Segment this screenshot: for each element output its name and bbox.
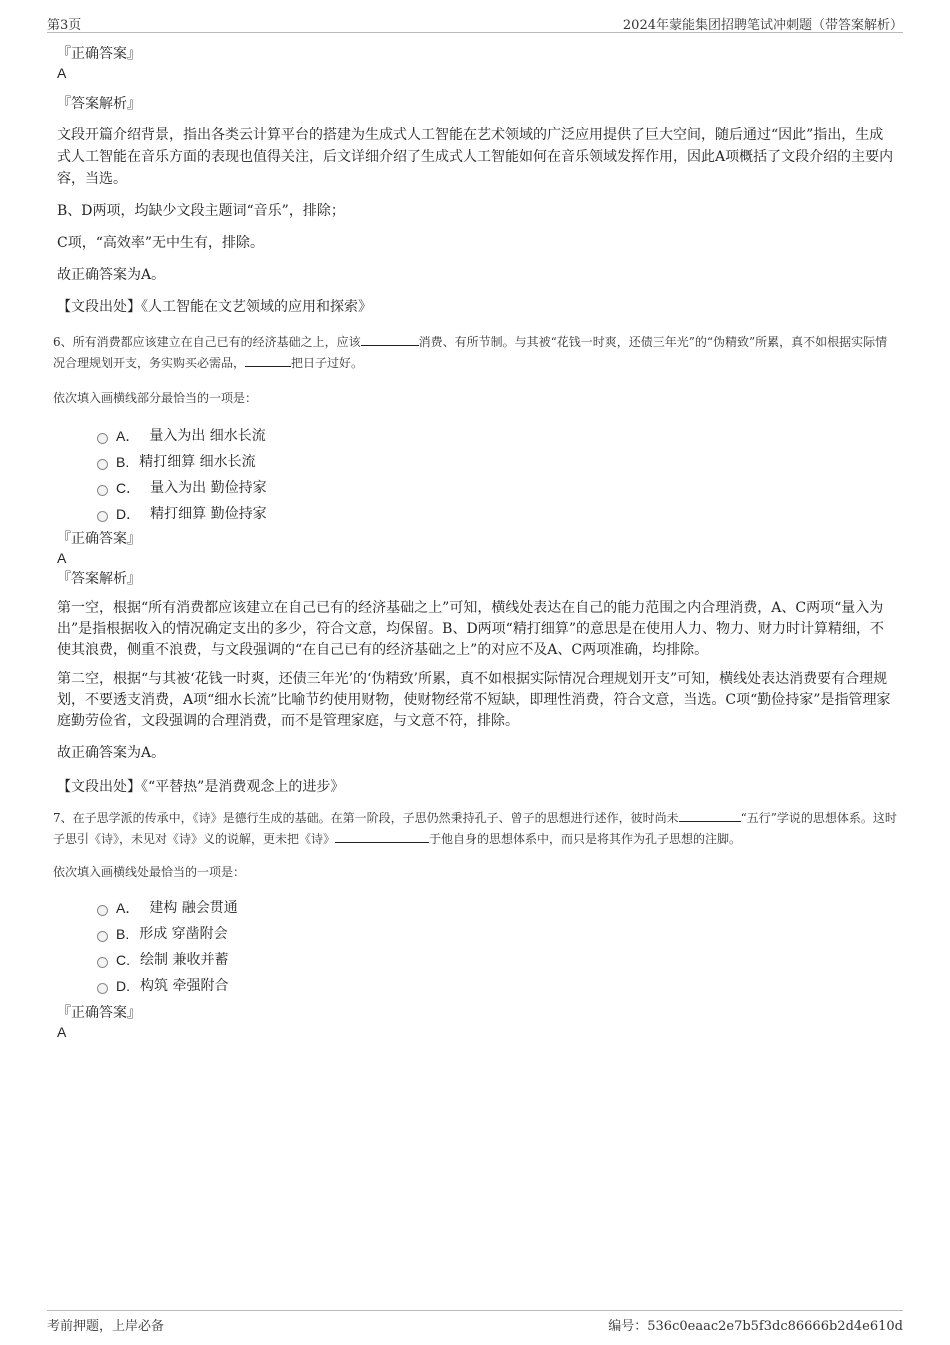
radio-icon[interactable] — [97, 485, 108, 496]
analysis-label: 『答案解析』 — [57, 571, 141, 587]
source-citation: 【文段出处】《“平替热”是消费观念上的进步》 — [57, 779, 345, 795]
radio-icon[interactable] — [97, 905, 108, 916]
option-item[interactable] — [97, 895, 897, 921]
option-item[interactable] — [97, 921, 897, 947]
option-text: 绘制 兼收并蓄 — [140, 952, 229, 968]
radio-icon[interactable] — [97, 931, 108, 942]
question-stem — [53, 808, 897, 850]
option-letter: A． — [116, 900, 140, 916]
option-letter: B. — [116, 454, 130, 470]
analysis-label: 『答案解析』 — [57, 96, 141, 112]
options-list — [57, 895, 897, 999]
footer-slogan: 考前押题，上岸必备 — [47, 1319, 165, 1334]
answer-value: A — [57, 1024, 67, 1040]
question-prompt: 依次填入画横线处最恰当的一项是： — [53, 865, 246, 879]
question-stem — [53, 332, 897, 374]
source-citation: 【文段出处】《人工智能在文艺领域的应用和探索》 — [57, 299, 372, 315]
option-text: 精打细算 勤俭持家 — [150, 506, 267, 522]
question-stem-part: 把日子过好。 — [291, 356, 364, 370]
page-number: 第3页 — [47, 18, 82, 33]
fill-blank — [679, 808, 741, 822]
option-item[interactable] — [97, 973, 897, 999]
page-header — [47, 14, 903, 33]
option-text: 构筑 牵强附合 — [140, 978, 229, 994]
option-letter: D． — [116, 506, 141, 522]
question-stem-part: 消费、有所节制。与其被“花钱一时爽，还债三年光”的“伪精致”所累，真不如根据实际情况合理规划开支，务实购买必需品， — [53, 335, 888, 370]
answer-label: 『正确答案』 — [57, 1005, 141, 1021]
option-letter: B. — [116, 926, 130, 942]
option-letter: A． — [116, 428, 140, 444]
question-stem-part: 于他自身的思想体系中，而只是将其作为孔子思想的注脚。 — [429, 832, 742, 846]
analysis-paragraph: B、D两项，均缺少文段主题词“音乐”，排除； — [57, 203, 345, 219]
option-text: 形成 穿凿附会 — [139, 926, 228, 942]
question-prompt: 依次填入画横线部分最恰当的一项是： — [53, 391, 258, 405]
option-item[interactable] — [97, 947, 897, 973]
analysis-paragraph: 故正确答案为A。 — [57, 267, 166, 283]
radio-icon[interactable] — [97, 511, 108, 522]
document-body — [53, 44, 897, 1041]
option-item[interactable] — [97, 423, 897, 449]
option-text: 量入为出 勤俭持家 — [150, 480, 267, 496]
analysis-paragraph: 第二空，根据“与其被‘花钱一时爽，还债三年光’的‘伪精致’所累，真不如根据实际情况合理规划开支”可知，横线处表达消费要有合理规划，不要透支消费，A项“细水长流”比喻节约使用财物，使财物经常不短缺，即理性消费，符合文意，当选。C项“勤俭持家”是指管理家庭勤劳俭省，文段强调的合理消费，而不是管理家庭，与文意不符，排除。 — [57, 671, 891, 729]
page-footer — [47, 1310, 903, 1335]
question-stem-part: 7、在子思学派的传承中，《诗》是德行生成的基础。在第一阶段，子思仍然秉持孔子、曾子的思想进行述作，彼时尚未 — [53, 811, 679, 825]
analysis-paragraph: 故正确答案为A。 — [57, 745, 166, 761]
analysis-paragraph: 文段开篇介绍背景，指出各类云计算平台的搭建为生成式人工智能在艺术领域的广泛应用提供了巨大空间，随后通过“因此”指出，生成式人工智能在音乐方面的表现也值得关注，后文详细介绍了生成式人工智能如何在音乐领域发挥作用，因此A项概括了文段介绍的主要内容，当选。 — [57, 127, 894, 187]
radio-icon[interactable] — [97, 983, 108, 994]
radio-icon[interactable] — [97, 459, 108, 470]
document-id: 编号：536c0eaac2e7b5f3dc86666b2d4e610d — [608, 1319, 903, 1334]
option-letter: C． — [116, 480, 141, 496]
option-text: 精打细算 细水长流 — [139, 454, 256, 470]
fill-blank — [361, 332, 419, 346]
question-stem-part: “五行”学说的思想体系。这时子思引《诗》，未见对《诗》义的说解，更未把《诗》 — [53, 811, 897, 846]
question-stem-part: 6、所有消费都应该建立在自己已有的经济基础之上，应该 — [53, 335, 361, 349]
answer-label: 『正确答案』 — [57, 531, 141, 547]
option-letter: D. — [116, 978, 130, 994]
document-title: 2024年蒙能集团招聘笔试冲刺题（带答案解析） — [622, 18, 903, 33]
option-item[interactable] — [97, 475, 897, 501]
radio-icon[interactable] — [97, 433, 108, 444]
answer-value: A — [57, 65, 67, 81]
option-text: 建构 融会贯通 — [149, 900, 238, 916]
analysis-paragraph: 第一空，根据“所有消费都应该建立在自己已有的经济基础之上”可知，横线处表达在自己的能力范围之内合理消费，A、C两项“量入为出”是指根据收入的情况确定支出的多少，符合文意，均保留。B、D两项“精打细算”的意思是在使用人力、物力、财力时计算精细，不使其浪费，侧重不浪费，与文段强调的“在自己已有的经济基础之上”的对应不及A、C两项准确，均排除。 — [57, 600, 884, 658]
option-item[interactable] — [97, 449, 897, 475]
option-text: 量入为出 细水长流 — [149, 428, 266, 444]
analysis-paragraph: C项，“高效率”无中生有，排除。 — [57, 235, 265, 251]
fill-blank — [335, 829, 429, 843]
answer-label: 『正确答案』 — [57, 46, 141, 62]
radio-icon[interactable] — [97, 957, 108, 968]
option-item[interactable] — [97, 501, 897, 527]
fill-blank — [245, 353, 291, 367]
options-list — [57, 423, 897, 527]
option-letter: C. — [116, 952, 130, 968]
answer-value: A — [57, 550, 67, 566]
